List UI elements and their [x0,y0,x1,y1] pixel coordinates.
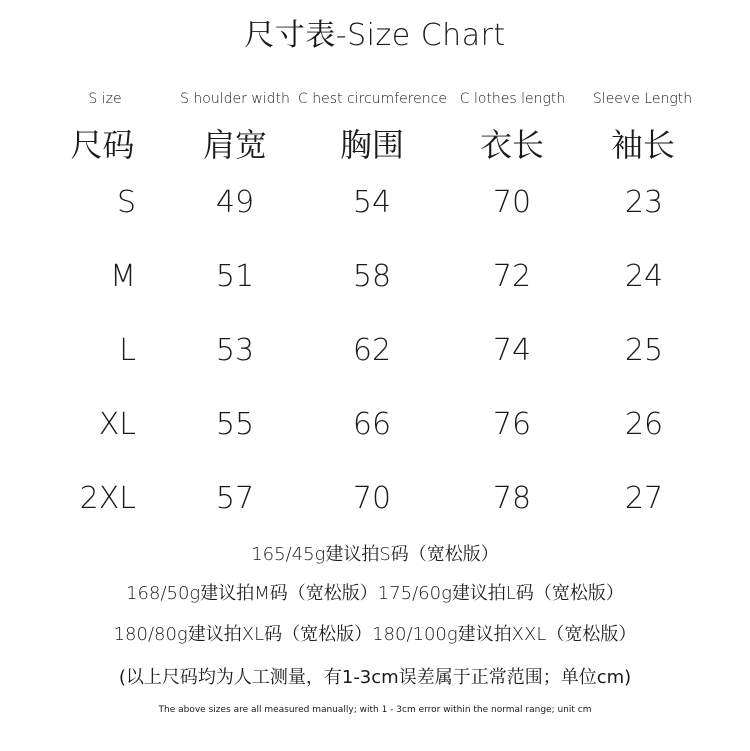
table-row-size: S [116,185,136,220]
header-chest-zh: 胸围 [339,126,404,164]
table-cell-chest: 54 [352,185,392,220]
table-cell-sleeve: 25 [624,333,664,368]
header-sleeve-zh: 袖长 [610,126,675,164]
header-size-zh: 尺码 [70,126,135,164]
header-length-zh: 衣长 [479,126,544,164]
recommendation-line: 180/80g建议拍XL码（宽松版）180/100g建议拍XXL（宽松版） [113,624,637,645]
table-cell-length: 72 [492,259,532,294]
table-cell-shoulder: 49 [215,185,255,220]
table-row-size: M [110,259,136,294]
table-cell-shoulder: 57 [215,481,255,516]
recommendation-line: 168/50g建议拍M码（宽松版）175/60g建议拍L码（宽松版） [126,583,624,604]
measurement-disclaimer-en: The above sizes are all measured manually; with 1 - 3cm error within the normal range; unit cm [158,705,592,715]
header-shoulder-en: S houlder width [180,91,290,107]
measurement-disclaimer-zh: (以上尺码均为人工测量，有1-3cm误差属于正常范围；单位cm) [118,667,632,688]
table-cell-chest: 58 [352,259,392,294]
table-cell-shoulder: 55 [215,407,255,442]
header-shoulder-zh: 肩宽 [202,126,267,164]
table-cell-sleeve: 23 [624,185,664,220]
table-row-size: XL [98,407,136,442]
table-cell-length: 70 [492,185,532,220]
header-size-en: S ize [88,91,122,107]
table-cell-chest: 62 [352,333,392,368]
page-title: 尺寸表-Size Chart [244,18,506,53]
table-cell-length: 76 [492,407,532,442]
table-cell-sleeve: 24 [624,259,664,294]
table-cell-length: 74 [492,333,532,368]
header-length-en: C lothes length [459,91,566,107]
table-row-size: L [119,333,136,368]
recommendation-line: 165/45g建议拍S码（宽松版） [251,544,499,565]
header-chest-en: C hest circumference [298,91,447,107]
header-sleeve-en: Sleeve Length [592,91,693,107]
table-cell-shoulder: 53 [215,333,255,368]
table-cell-chest: 66 [352,407,392,442]
table-cell-chest: 70 [352,481,392,516]
table-cell-shoulder: 51 [215,259,255,294]
table-cell-sleeve: 26 [624,407,664,442]
table-cell-sleeve: 27 [624,481,664,516]
table-row-size: 2XL [79,481,136,516]
table-cell-length: 78 [492,481,532,516]
